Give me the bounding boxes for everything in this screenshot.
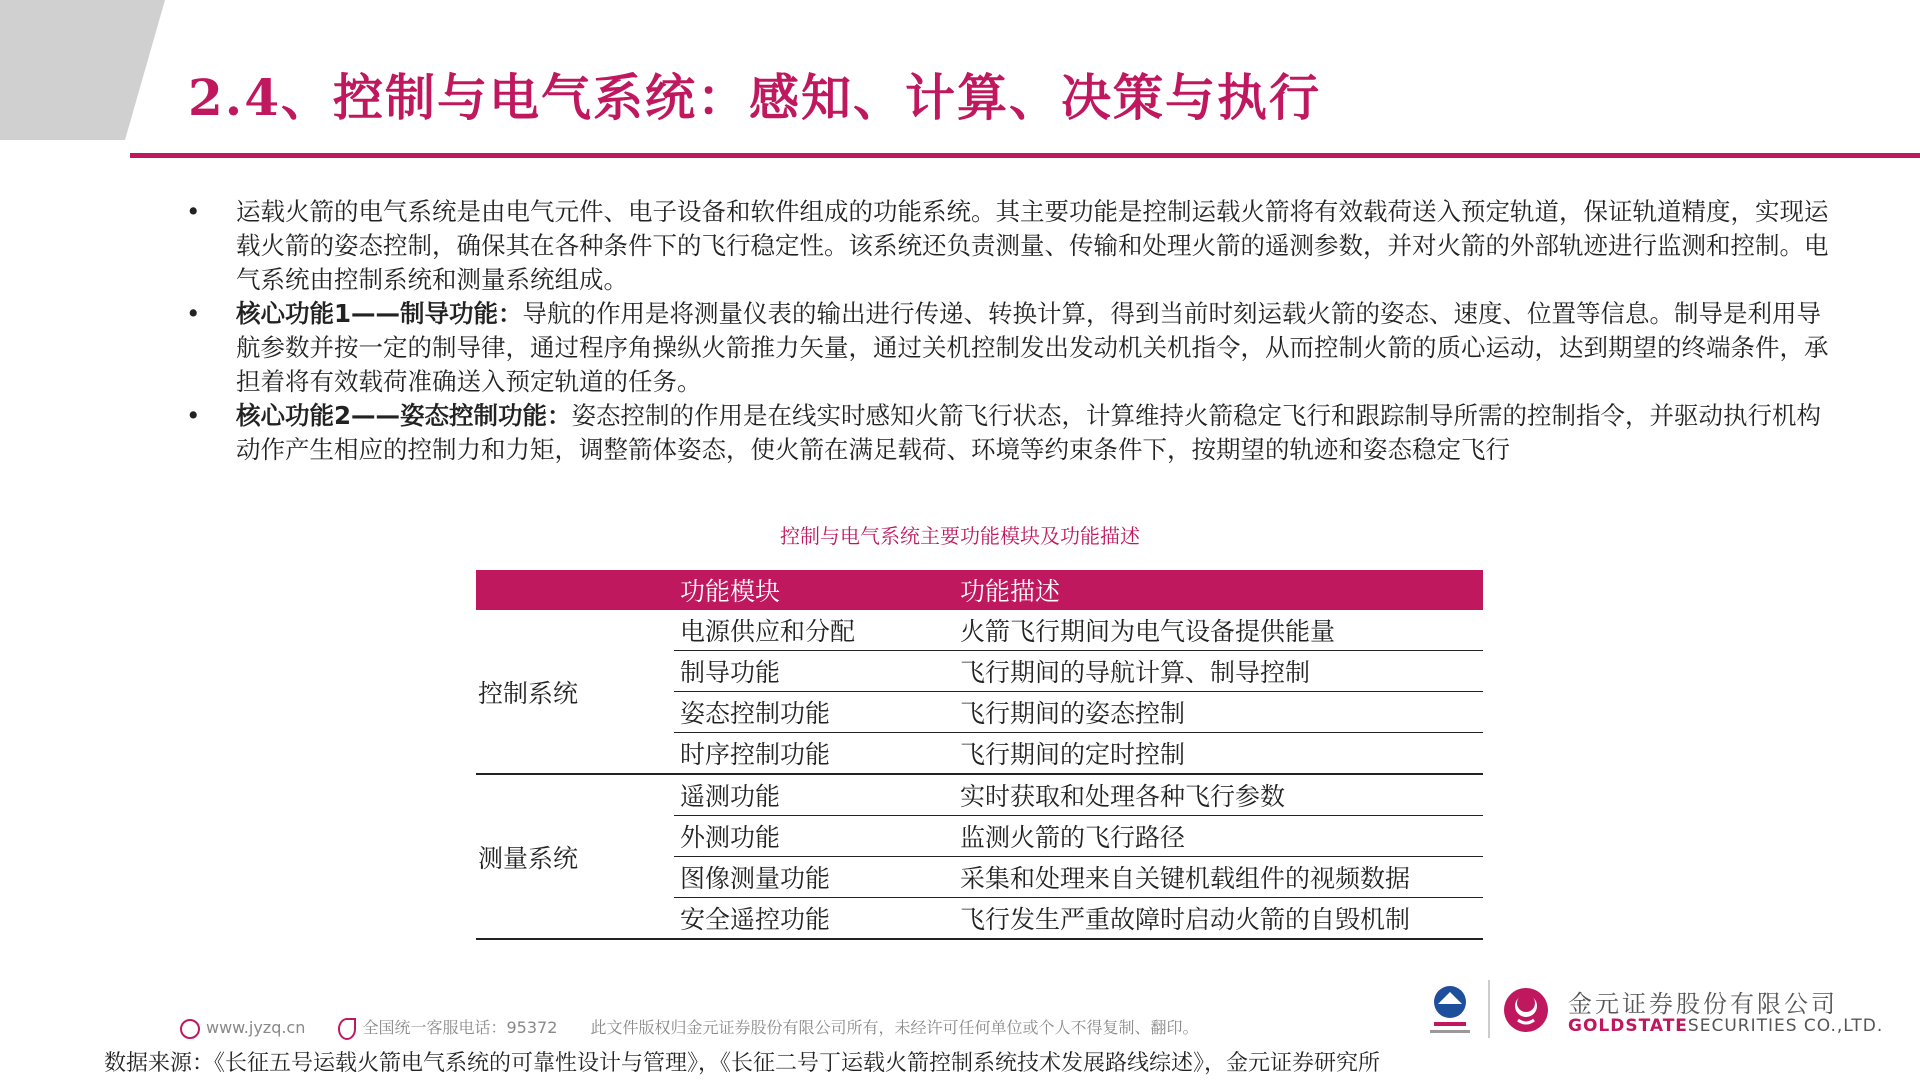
module-cell: 姿态控制功能 bbox=[674, 692, 954, 733]
bullet-item bbox=[182, 297, 1832, 399]
description-cell: 监测火箭的飞行路径 bbox=[954, 816, 1483, 857]
brand-name: GOLDSTATE bbox=[1568, 1016, 1688, 1036]
module-cell: 电源供应和分配 bbox=[674, 610, 954, 651]
bullet-dot: • bbox=[186, 299, 201, 328]
group-name-cell: 控制系统 bbox=[476, 610, 674, 774]
description-cell: 实时获取和处理各种飞行参数 bbox=[954, 774, 1483, 816]
brand-suffix: SECURITIES CO.,LTD. bbox=[1687, 1016, 1884, 1036]
table-header-cell: 功能模块 bbox=[674, 570, 954, 610]
bullet-text: 导航的作用是将测量仪表的输出进行传递、转换计算，得到当前时刻运载火箭的姿态、速度、位置等信息。制导是利用导航参数并按一定的制导律，通过程序角操纵火箭推力矢量，通过关机控制发出发动机关机指令，从而控制火箭的质心运动，达到期望的终端条件，承担着将有效载荷准确送入预定轨道的任务。 bbox=[236, 299, 1829, 396]
company-name-en bbox=[1568, 1016, 1883, 1036]
goldstate-logo-icon bbox=[1502, 986, 1550, 1034]
logo-separator bbox=[1488, 980, 1490, 1038]
description-cell: 火箭飞行期间为电气设备提供能量 bbox=[954, 610, 1483, 651]
module-cell: 遥测功能 bbox=[674, 774, 954, 816]
table-row bbox=[476, 610, 1483, 651]
table-header-cell: 功能描述 bbox=[954, 570, 1483, 610]
title-underline bbox=[130, 153, 1920, 158]
footer-bar bbox=[180, 1015, 1212, 1040]
module-cell: 安全遥控功能 bbox=[674, 898, 954, 940]
table-row bbox=[476, 774, 1483, 816]
bullet-text: 运载火箭的电气系统是由电气元件、电子设备和软件组成的功能系统。其主要功能是控制运载火箭将有效载荷送入预定轨道，保证轨道精度，实现运载火箭的姿态控制，确保其在各种条件下的飞行稳定性。该系统还负责测量、传输和处理火箭的遥测参数，并对火箭的外部轨迹进行监测和控制。电气系统由控制系统和测量系统组成。 bbox=[236, 197, 1829, 294]
group-name-cell: 测量系统 bbox=[476, 774, 674, 939]
bullet-dot: • bbox=[186, 197, 201, 226]
page-title: 2.4、控制与电气系统：感知、计算、决策与执行 bbox=[188, 68, 1321, 127]
bullet-text: 姿态控制的作用是在线实时感知火箭飞行状态，计算维持火箭稳定飞行和跟踪制导所需的控制指令，并驱动执行机构动作产生相应的控制力和力矩，调整箭体姿态，使火箭在满足载荷、环境等约束条件下，按期望的轨迹和姿态稳定飞行 bbox=[236, 401, 1822, 464]
globe-icon bbox=[180, 1019, 200, 1039]
module-cell: 外测功能 bbox=[674, 816, 954, 857]
module-cell: 图像测量功能 bbox=[674, 857, 954, 898]
bullet-dot: • bbox=[186, 401, 201, 430]
table-header-cell bbox=[476, 570, 674, 610]
description-cell: 飞行期间的定时控制 bbox=[954, 733, 1483, 775]
function-module-table bbox=[476, 570, 1483, 940]
table-header-row bbox=[476, 570, 1483, 610]
bullet-item bbox=[182, 195, 1832, 297]
corner-decoration bbox=[0, 0, 170, 140]
phone-icon bbox=[338, 1018, 356, 1040]
description-cell: 采集和处理来自关键机载组件的视频数据 bbox=[954, 857, 1483, 898]
hotline-text: 全国统一客服电话：95372 bbox=[362, 1018, 558, 1037]
table-caption: 控制与电气系统主要功能模块及功能描述 bbox=[780, 524, 1140, 548]
company-name-cn: 金元证券股份有限公司 bbox=[1568, 990, 1838, 1018]
logo-area bbox=[1420, 980, 1900, 1040]
data-source-note: 数据来源：《长征五号运载火箭电气系统的可靠性设计与管理》，《长征二号丁运载火箭控制系统技术发展路线综述》，金元证券研究所 bbox=[104, 1051, 1381, 1076]
description-cell: 飞行期间的姿态控制 bbox=[954, 692, 1483, 733]
module-cell: 制导功能 bbox=[674, 651, 954, 692]
module-cell: 时序控制功能 bbox=[674, 733, 954, 775]
copyright-notice: 此文件版权归金元证券股份有限公司所有，未经许可任何单位或个人不得复制、翻印。 bbox=[590, 1018, 1199, 1037]
airport-group-logo-icon bbox=[1420, 980, 1480, 1040]
bullet-heading: 核心功能2——姿态控制功能： bbox=[236, 401, 572, 430]
bullet-list bbox=[182, 195, 1832, 467]
bullet-heading: 核心功能1——制导功能： bbox=[236, 299, 523, 328]
website-text: www.jyzq.cn bbox=[206, 1018, 306, 1037]
bullet-item bbox=[182, 399, 1832, 467]
description-cell: 飞行发生严重故障时启动火箭的自毁机制 bbox=[954, 898, 1483, 940]
hotline bbox=[338, 1018, 571, 1037]
description-cell: 飞行期间的导航计算、制导控制 bbox=[954, 651, 1483, 692]
website-link[interactable] bbox=[180, 1018, 319, 1037]
